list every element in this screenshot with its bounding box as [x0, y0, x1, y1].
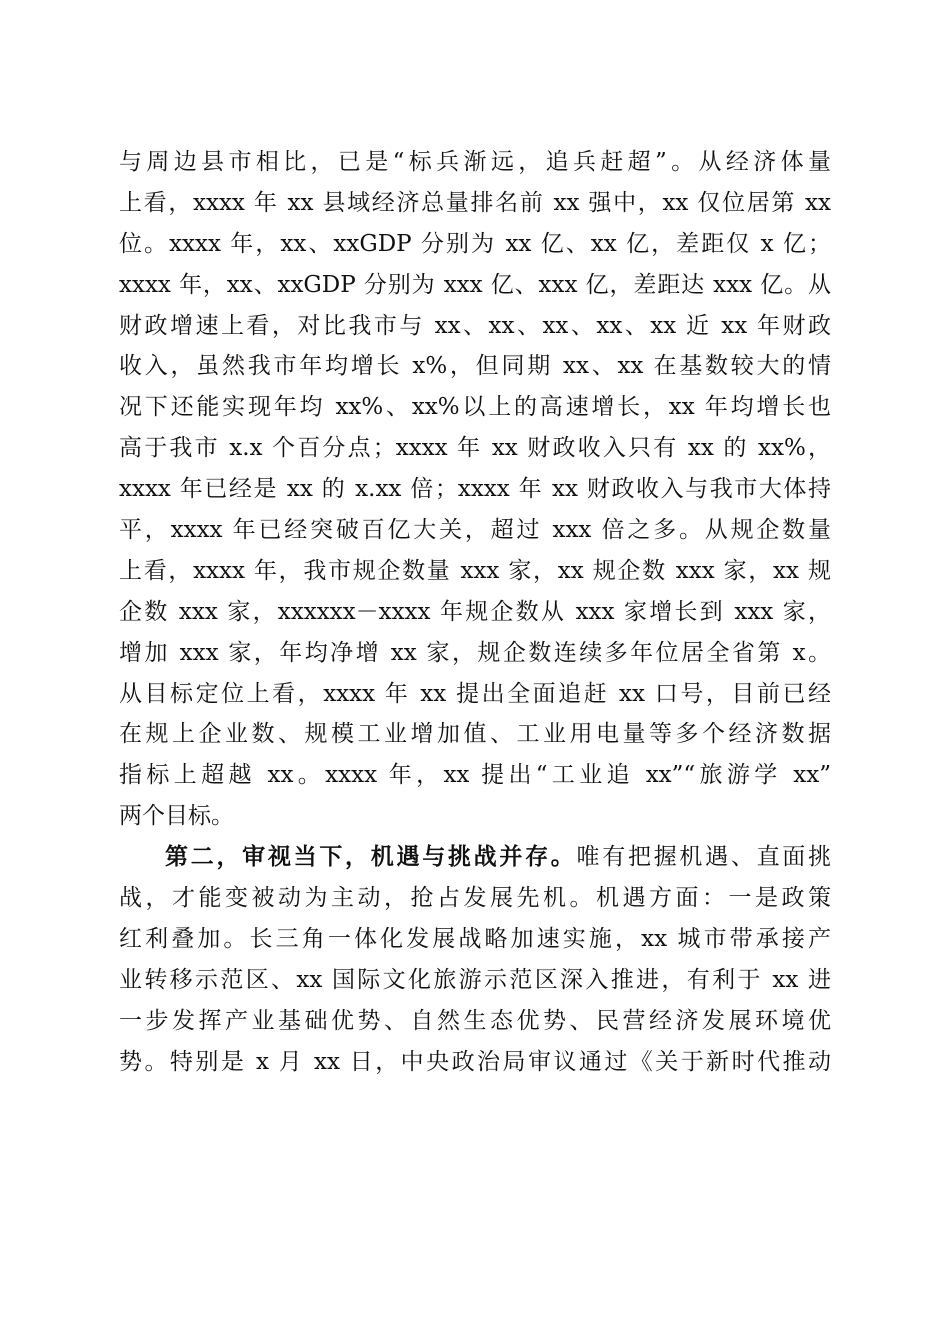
text-line: 在规上企业数、规模工业增加值、工业用电量等多个经济数据: [119, 721, 831, 748]
paragraph-heading: 第二，审视当下，机遇与挑战并存。: [165, 843, 577, 871]
text-line: xxxx 年，xx、xxGDP 分别为 xxx 亿、xxx 亿，差距达 xxx 亿。从: [119, 271, 831, 298]
heading-line-rest: 唯有把握机遇、直面挑: [576, 844, 832, 871]
text-line: 增加 xxx 家，年均净增 xx 家，规企数连续多年位居全省第 x。: [119, 639, 831, 666]
text-line: 平，xxxx 年已经突破百亿大关，超过 xxx 倍之多。从规企数量: [119, 517, 831, 544]
text-line: 上看，xxxx 年，我市规企数量 xxx 家，xx 规企数 xxx 家，xx 规: [119, 557, 831, 584]
text-line: 势。特别是 x 月 xx 日，中央政治局审议通过《关于新时代推动: [119, 1048, 831, 1075]
text-line: 位。xxxx 年，xx、xxGDP 分别为 xx 亿、xx 亿，差距仅 x 亿；: [119, 230, 831, 257]
text-line: xxxx 年已经是 xx 的 x.xx 倍；xxxx 年 xx 财政收入与我市大体持: [119, 476, 831, 503]
text-line: 战，才能变被动为主动，抢占发展先机。机遇方面：一是政策: [119, 885, 831, 912]
text-line: 况下还能实现年均 xx%、xx%以上的高速增长，xx 年均增长也: [119, 394, 831, 421]
text-line: 指标上超越 xx。xxxx 年，xx 提出“工业追 xx”“旅游学 xx”: [119, 762, 831, 789]
text-line: 两个目标。: [119, 803, 234, 830]
paragraph-1: [119, 142, 831, 837]
text-line: 收入，虽然我市年均增长 x%，但同期 xx、xx 在基数较大的情: [119, 353, 831, 380]
paragraph-2-first-line: [119, 837, 831, 878]
text-line: 上看，xxxx 年 xx 县域经济总量排名前 xx 强中，xx 仅位居第 xx: [119, 189, 831, 216]
text-line: 企数 xxx 家，xxxxxx－xxxx 年规企数从 xxx 家增长到 xxx 家，: [119, 598, 831, 625]
paragraph-2: [119, 837, 831, 1082]
text-line: 与周边县市相比，已是“标兵渐远，追兵赶超”。从经济体量: [119, 149, 831, 175]
text-line: 红利叠加。长三角一体化发展战略加速实施，xx 城市带承接产: [119, 925, 831, 952]
text-line: 高于我市 x.x 个百分点；xxxx 年 xx 财政收入只有 xx 的 xx%，: [119, 435, 831, 462]
document-body: [119, 142, 831, 1082]
text-line: 业转移示范区、xx 国际文化旅游示范区深入推进，有利于 xx 进: [119, 966, 831, 993]
text-line: 从目标定位上看，xxxx 年 xx 提出全面追赶 xx 口号，目前已经: [119, 680, 831, 707]
text-line: 财政增速上看，对比我市与 xx、xx、xx、xx、xx 近 xx 年财政: [119, 312, 831, 339]
text-line: 一步发挥产业基础优势、自然生态优势、民营经济发展环境优: [119, 1007, 831, 1034]
